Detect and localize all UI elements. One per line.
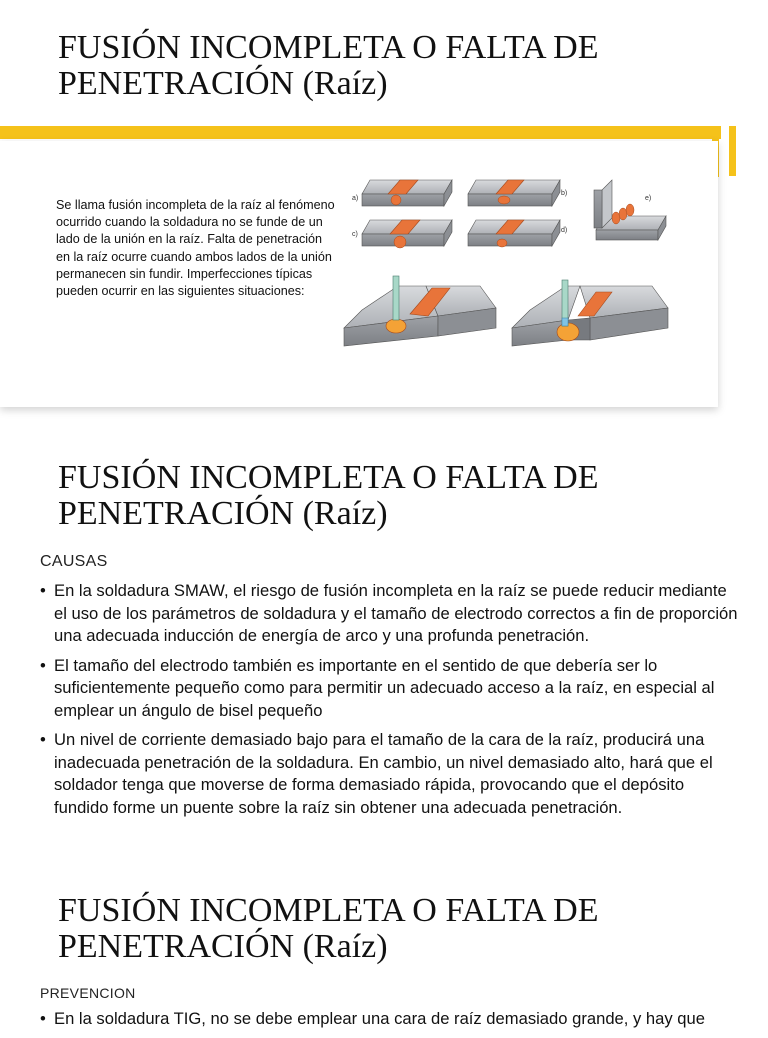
list-item: • Un nivel de corriente demasiado bajo para el tamaño de la cara de la raíz, producirá una inadecuada penetración de la soldadura. En cambio, un nivel demasiado alto, hará que el soldador tenga que moverse de forma demasiado rápida, provocando que el depósito fundido forme un puente sobre la raíz sin obtener una adecuada penetración. (40, 729, 740, 819)
weld-joint-d (468, 220, 560, 247)
weld-joint-b (468, 180, 560, 206)
label-c: c) (352, 231, 358, 238)
weld-defects-illustration (340, 168, 670, 368)
slide-1 (0, 0, 768, 430)
accent-bar-vertical (729, 126, 736, 176)
slide-3-title: FUSIÓN INCOMPLETA O FALTA DE PENETRACIÓN (Raíz) (58, 892, 599, 965)
weld-joint-e (594, 180, 666, 240)
weld-joint-c (362, 220, 452, 248)
weld-joint-a (362, 180, 452, 206)
slide-1-title: FUSIÓN INCOMPLETA O FALTA DE PENETRACIÓN (Raíz) (58, 29, 599, 102)
list-item: • El tamaño del electrodo también es importante en el sentido de que debería ser lo suficientemente pequeño como para permitir un adecuado acceso a la raíz, en especial al emplear un ángulo de bisel pequeño (40, 655, 740, 723)
slide-2-title: FUSIÓN INCOMPLETA O FALTA DE PENETRACIÓN (Raíz) (58, 459, 599, 532)
label-b: b) (561, 190, 568, 197)
section-heading-causas: CAUSAS (40, 553, 108, 570)
label-d: d) (561, 227, 568, 234)
label-a: a) (352, 195, 359, 202)
prevention-list (40, 1008, 740, 1038)
list-item: • En la soldadura SMAW, el riesgo de fusión incompleta en la raíz se puede reducir mediante el uso de los parámetros de soldadura y el tamaño de electrodo correctos a fin de proporción una adecuada inducción de energía de arco y una profunda penetración. (40, 580, 740, 648)
weld-joint-large-left (344, 276, 496, 346)
description-text: Se llama fusión incompleta de la raíz al fenómeno ocurrido cuando la soldadura no se funde de un lado de la unión en la raíz. Falta de penetración en la raíz ocurre cuando ambos lados de la unión permanecen sin fundir. Imperfecciones típicas pueden ocurrir en las siguientes situaciones: (56, 198, 335, 299)
section-heading-prevencion: PREVENCION (40, 985, 136, 1001)
list-item: • En la soldadura TIG, no se debe emplear una cara de raíz demasiado grande, y hay que (40, 1008, 740, 1031)
accent-bar (0, 126, 721, 139)
causes-list (40, 580, 740, 826)
label-e: e) (645, 195, 652, 202)
weld-joint-large-right (512, 280, 668, 346)
